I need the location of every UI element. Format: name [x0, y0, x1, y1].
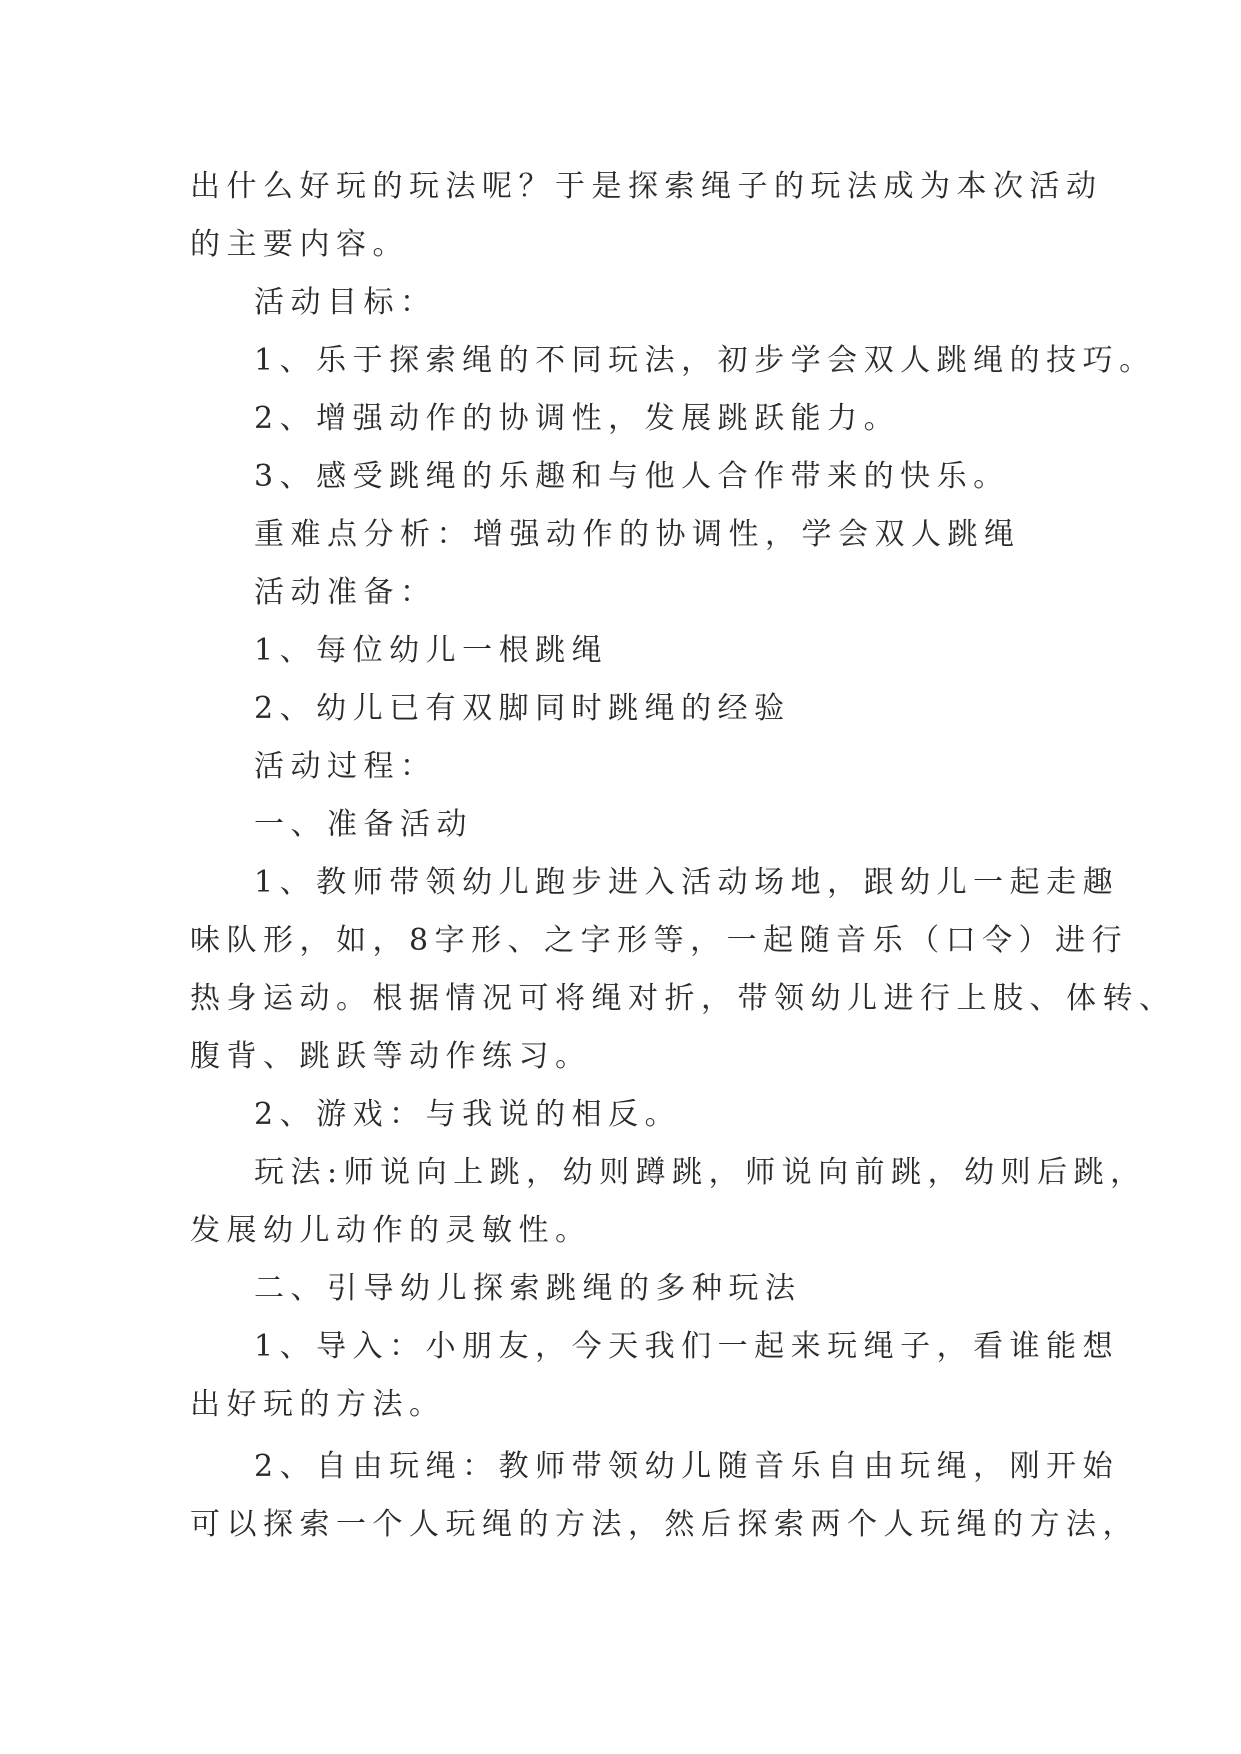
- list-item: 1、每位幼儿一根跳绳: [254, 633, 609, 668]
- list-item: 3、感受跳绳的乐趣和与他人合作带来的快乐。: [254, 459, 1010, 494]
- subsection-heading: 一、准备活动: [254, 807, 473, 842]
- section-heading-goals: 活动目标：: [254, 285, 437, 320]
- text-line: 可以探索一个人玩绳的方法，然后探索两个人玩绳的方法，: [190, 1507, 1139, 1542]
- subsection-heading: 二、引导幼儿探索跳绳的多种玩法: [254, 1271, 802, 1306]
- text-line: 腹背、跳跃等动作练习。: [190, 1039, 592, 1074]
- text-line: 的主要内容。: [190, 227, 409, 262]
- text-line: 出好玩的方法。: [190, 1387, 446, 1422]
- text-line: 2、自由玩绳：教师带领幼儿随音乐自由玩绳，刚开始: [254, 1449, 1120, 1484]
- list-item: 2、幼儿已有双脚同时跳绳的经验: [254, 691, 791, 726]
- section-heading-process: 活动过程：: [254, 749, 437, 784]
- text-line: 1、导入：小朋友，今天我们一起来玩绳子，看谁能想: [254, 1329, 1120, 1364]
- text-line: 热身运动。根据情况可将绳对折，带领幼儿进行上肢、体转、: [190, 981, 1176, 1016]
- section-heading-preparation: 活动准备：: [254, 575, 437, 610]
- key-points-line: 重难点分析：增强动作的协调性，学会双人跳绳: [254, 517, 1021, 552]
- text-line: 味队形，如，8字形、之字形等，一起随音乐（口令）进行: [190, 923, 1129, 958]
- text-line: 出什么好玩的玩法呢？于是探索绳子的玩法成为本次活动: [190, 169, 1103, 204]
- text-line: 发展幼儿动作的灵敏性。: [190, 1213, 592, 1248]
- text-line: 1、教师带领幼儿跑步进入活动场地，跟幼儿一起走趣: [254, 865, 1120, 900]
- text-line: 2、游戏：与我说的相反。: [254, 1097, 682, 1132]
- document-body: [190, 158, 1176, 1554]
- list-item: 2、增强动作的协调性，发展跳跃能力。: [254, 401, 901, 436]
- text-line: 玩法:师说向上跳，幼则蹲跳，师说向前跳，幼则后跳，: [254, 1155, 1147, 1190]
- list-item: 1、乐于探索绳的不同玩法，初步学会双人跳绳的技巧。: [254, 343, 1156, 378]
